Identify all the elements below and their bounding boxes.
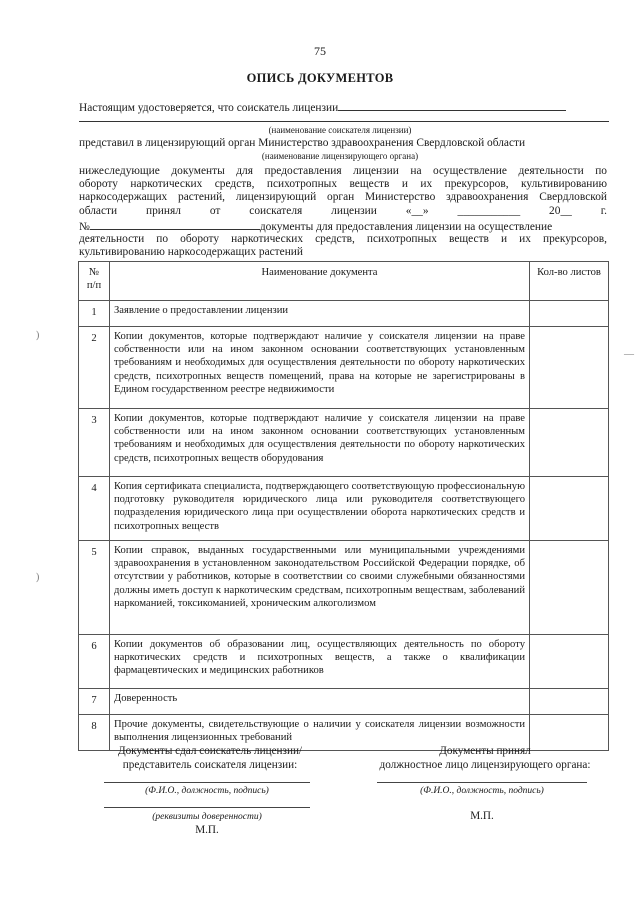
- row-num: 3: [79, 409, 110, 477]
- row-num: 5: [79, 541, 110, 635]
- row-qty: [530, 301, 609, 327]
- applicant-blank: [338, 99, 566, 111]
- left-signature-caption: (Ф.И.О., должность, подпись): [145, 786, 269, 796]
- table-header-row: [79, 262, 609, 301]
- table-row: [79, 301, 609, 327]
- row-name: Копии документов об образовании лиц, осуществляющих деятельность по обороту наркотических средств и психотропных веществ, а также о квалификации фармацевтических и медицинских работников: [110, 635, 530, 689]
- header-qty: Кол-во листов: [530, 262, 609, 301]
- row-name: Копии справок, выданных государственными или муниципальными учреждениями здравоохранения в установленном законодательством Российской Федерации порядке, об отсутствии у работников, которые в соответствии со своими служебными обязанностями должны иметь доступ к наркотическим средствам, психотропным веществам, заболеваний наркоманией, токсикоманией, хроническим алкоголизмом: [110, 541, 530, 635]
- caption-authority: (наименование лицензирующего органа): [261, 151, 419, 161]
- margin-mark-left-2: ): [36, 572, 40, 583]
- row-name: Копии документов, которые подтверждают наличие у соискателя лицензии на праве собственности или на ином законном основании соответствующих установленным требованиям и необходимых для осуществления деятельности по обороту наркотических средств, психотропных веществ помещений, права на которые не зарегистрированы в Едином государственном реестре недвижимости: [110, 327, 530, 409]
- body2-line-2: культивированию наркосодержащих растений: [79, 246, 303, 258]
- row-num: 2: [79, 327, 110, 409]
- left-stamp: М.П.: [195, 824, 219, 836]
- margin-mark-right: —: [624, 349, 634, 360]
- number-sign: №: [79, 221, 90, 233]
- left-signature-label-2: представитель соискателя лицензии:: [122, 759, 298, 771]
- number-blank: [90, 219, 260, 230]
- page-number: 75: [314, 44, 326, 58]
- intro-text: Настоящим удостоверяется, что соискатель лицензии: [79, 102, 339, 114]
- row-name: Прочие документы, свидетельствующие о наличии у соискателя лицензии возможности выполнения лицензионных требований: [110, 715, 530, 751]
- right-signature-label-2: должностное лицо лицензирующего органа:: [379, 759, 591, 771]
- body2-line-1: деятельности по обороту наркотических средств, психотропных веществ и их прекурсоров,: [79, 233, 607, 245]
- left-signature-label-1: Документы сдал соискатель лицензии/: [117, 745, 303, 757]
- body-line-2: обороту наркотических средств, психотропных веществ и их прекурсоров, культивированию: [79, 178, 607, 190]
- documents-table: [78, 261, 609, 751]
- header-num: № п/п: [79, 262, 110, 301]
- row-qty: [530, 635, 609, 689]
- row-num: 7: [79, 689, 110, 715]
- row-num: 6: [79, 635, 110, 689]
- body-line-4: области принял от соискателя лицензии «__» ___________ 20__ г.: [79, 205, 607, 217]
- number-line: [79, 219, 607, 234]
- presented-line: представил в лицензирующий орган Министерство здравоохранения Свердловской области: [79, 137, 526, 149]
- body-line-3: наркосодержащих растений, лицензирующий орган Министерство здравоохранения Свердловской: [79, 191, 607, 203]
- margin-mark-left-1: ): [36, 330, 40, 341]
- row-qty: [530, 327, 609, 409]
- right-signature-label-1: Документы принял: [439, 745, 531, 757]
- row-qty: [530, 409, 609, 477]
- table-row: [79, 541, 609, 635]
- applicant-blank-2: [79, 121, 609, 122]
- left-proxy-line: [104, 807, 310, 808]
- row-num: 4: [79, 477, 110, 541]
- row-name: Заявление о предоставлении лицензии: [110, 301, 530, 327]
- table-row: [79, 689, 609, 715]
- row-name: Копия сертификата специалиста, подтверждающего соответствующую профессиональную подготовку руководителя юридического лица или руководителя соответствующего подразделения юридического лица при осуществлении оборота наркотических средств и психотропных веществ: [110, 477, 530, 541]
- row-num: 8: [79, 715, 110, 751]
- caption-applicant: (наименование соискателя лицензии): [268, 125, 412, 135]
- row-name: Доверенность: [110, 689, 530, 715]
- right-stamp: М.П.: [470, 810, 494, 822]
- row-name: Копии документов, которые подтверждают наличие у соискателя лицензии на праве собственности или на ином законном основании соответствующих установленным требованиям и необходимых для осуществления деятельности по обороту наркотических средств, психотропных веществ оборудования: [110, 409, 530, 477]
- table-row: [79, 409, 609, 477]
- table-row: [79, 327, 609, 409]
- document-title: ОПИСЬ ДОКУМЕНТОВ: [246, 71, 394, 85]
- header-name: Наименование документа: [110, 262, 530, 301]
- body-line-1: нижеследующие документы для предоставления лицензии на осуществление деятельности по: [79, 165, 607, 177]
- row-qty: [530, 477, 609, 541]
- left-proxy-caption: (реквизиты доверенности): [152, 812, 262, 822]
- row-num: 1: [79, 301, 110, 327]
- table-row: [79, 635, 609, 689]
- right-signature-line: [377, 782, 587, 783]
- number-line-text: документы для предоставления лицензии на осуществление: [259, 221, 553, 233]
- intro-line: [79, 99, 607, 115]
- table-row: [79, 477, 609, 541]
- left-signature-line: [104, 782, 310, 783]
- row-qty: [530, 541, 609, 635]
- row-qty: [530, 689, 609, 715]
- right-signature-caption: (Ф.И.О., должность, подпись): [420, 786, 544, 796]
